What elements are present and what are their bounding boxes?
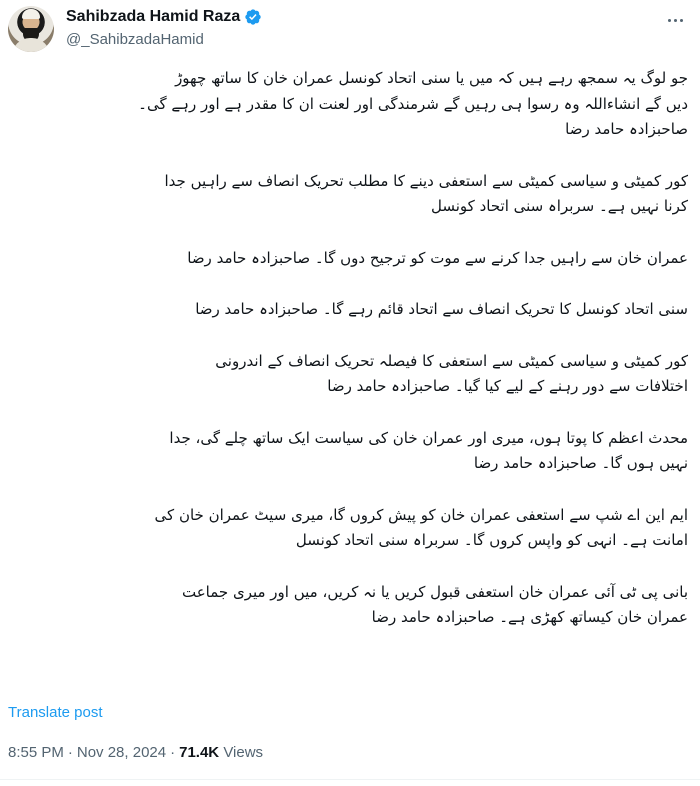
post-text-line: سنی اتحاد کونسل کا تحریک انصاف سے اتحاد قائم رہے گا۔ صاحبزادہ حامد رضا [195,300,688,318]
meta-separator: · [67,744,73,761]
divider [0,779,700,780]
post-text-line: کور کمیٹی و سیاسی کمیٹی سے استعفی دینے کا مطلب تحریک انصاف سے راہیں جدا [164,171,688,190]
post-header [8,4,692,56]
post-text-line: دیں گے انشاءاللہ وہ رسوا ہی رہیں گے شرمندگی اور لعنت ان کا مقدر ہے اور رہے گی۔ [138,94,688,113]
post-text-line: بانی پی ٹی آئی عمران خان استعفی قبول کریں یا نہ کریں، میں اور میری جماعت [182,582,688,601]
translate-post-link[interactable]: Translate post [8,704,103,721]
post-paragraph [8,169,688,220]
post-text-line: کرنا نہیں ہے۔ سربراہ سنی اتحاد کونسل [431,197,688,215]
views-count: 71.4K [179,744,220,761]
post-paragraph [8,246,688,272]
post-text-line: جو لوگ یہ سمجھ رہے ہیں کہ میں یا سنی اتحاد کونسل عمران خان کا ساتھ چھوڑ [175,69,688,87]
more-options-icon[interactable] [660,10,690,30]
post-paragraph [8,426,688,477]
verified-badge-icon [244,8,262,26]
post-paragraph [8,503,688,554]
post-paragraph [8,66,688,143]
post-text-line: عمران خان سے راہیں جدا کرنے سے موت کو ترجیح دوں گا۔ صاحبزادہ حامد رضا [187,248,688,267]
post-time[interactable]: 8:55 PM [8,744,64,761]
post-meta [8,744,263,761]
post-text-line: ایم این اے شپ سے استعفی عمران خان کو پیش کروں گا، میری سیٹ عمران خان کی [154,505,688,524]
post-text-line: کور کمیٹی و سیاسی کمیٹی سے استعفی کا فیصلہ تحریک انصاف کے اندرونی [215,351,688,370]
post-text-line: امانت ہے۔ انہی کو واپس کروں گا۔ سربراہ سنی اتحاد کونسل [295,531,688,549]
author-display-name[interactable]: Sahibzada Hamid Raza [66,8,241,25]
post-text [8,66,688,631]
post-date[interactable]: Nov 28, 2024 [76,744,167,761]
post-paragraph [8,580,688,631]
post-text-line: اختلافات سے دور رہنے کے لیے کیا گیا۔ صاحبزادہ حامد رضا [327,377,688,395]
post-text-line: محدث اعظم کا پوتا ہوں، میری اور عمران خان کی سیاست ایک ساتھ چلے گی، جدا [169,428,688,447]
views-label: Views [223,744,264,761]
avatar[interactable] [8,6,54,52]
author-name-row [66,8,262,26]
meta-separator: · [170,744,176,761]
post-paragraph [8,297,688,323]
post-text-line: صاحبزادہ حامد رضا [565,120,688,138]
post-paragraph [8,349,688,400]
author-handle[interactable]: @_SahibzadaHamid [66,31,204,48]
post-text-line: نہیں ہوں گا۔ صاحبزادہ حامد رضا [473,454,688,472]
post-text-line: عمران خان کیساتھ کھڑی ہے۔ صاحبزادہ حامد رضا [371,608,688,626]
